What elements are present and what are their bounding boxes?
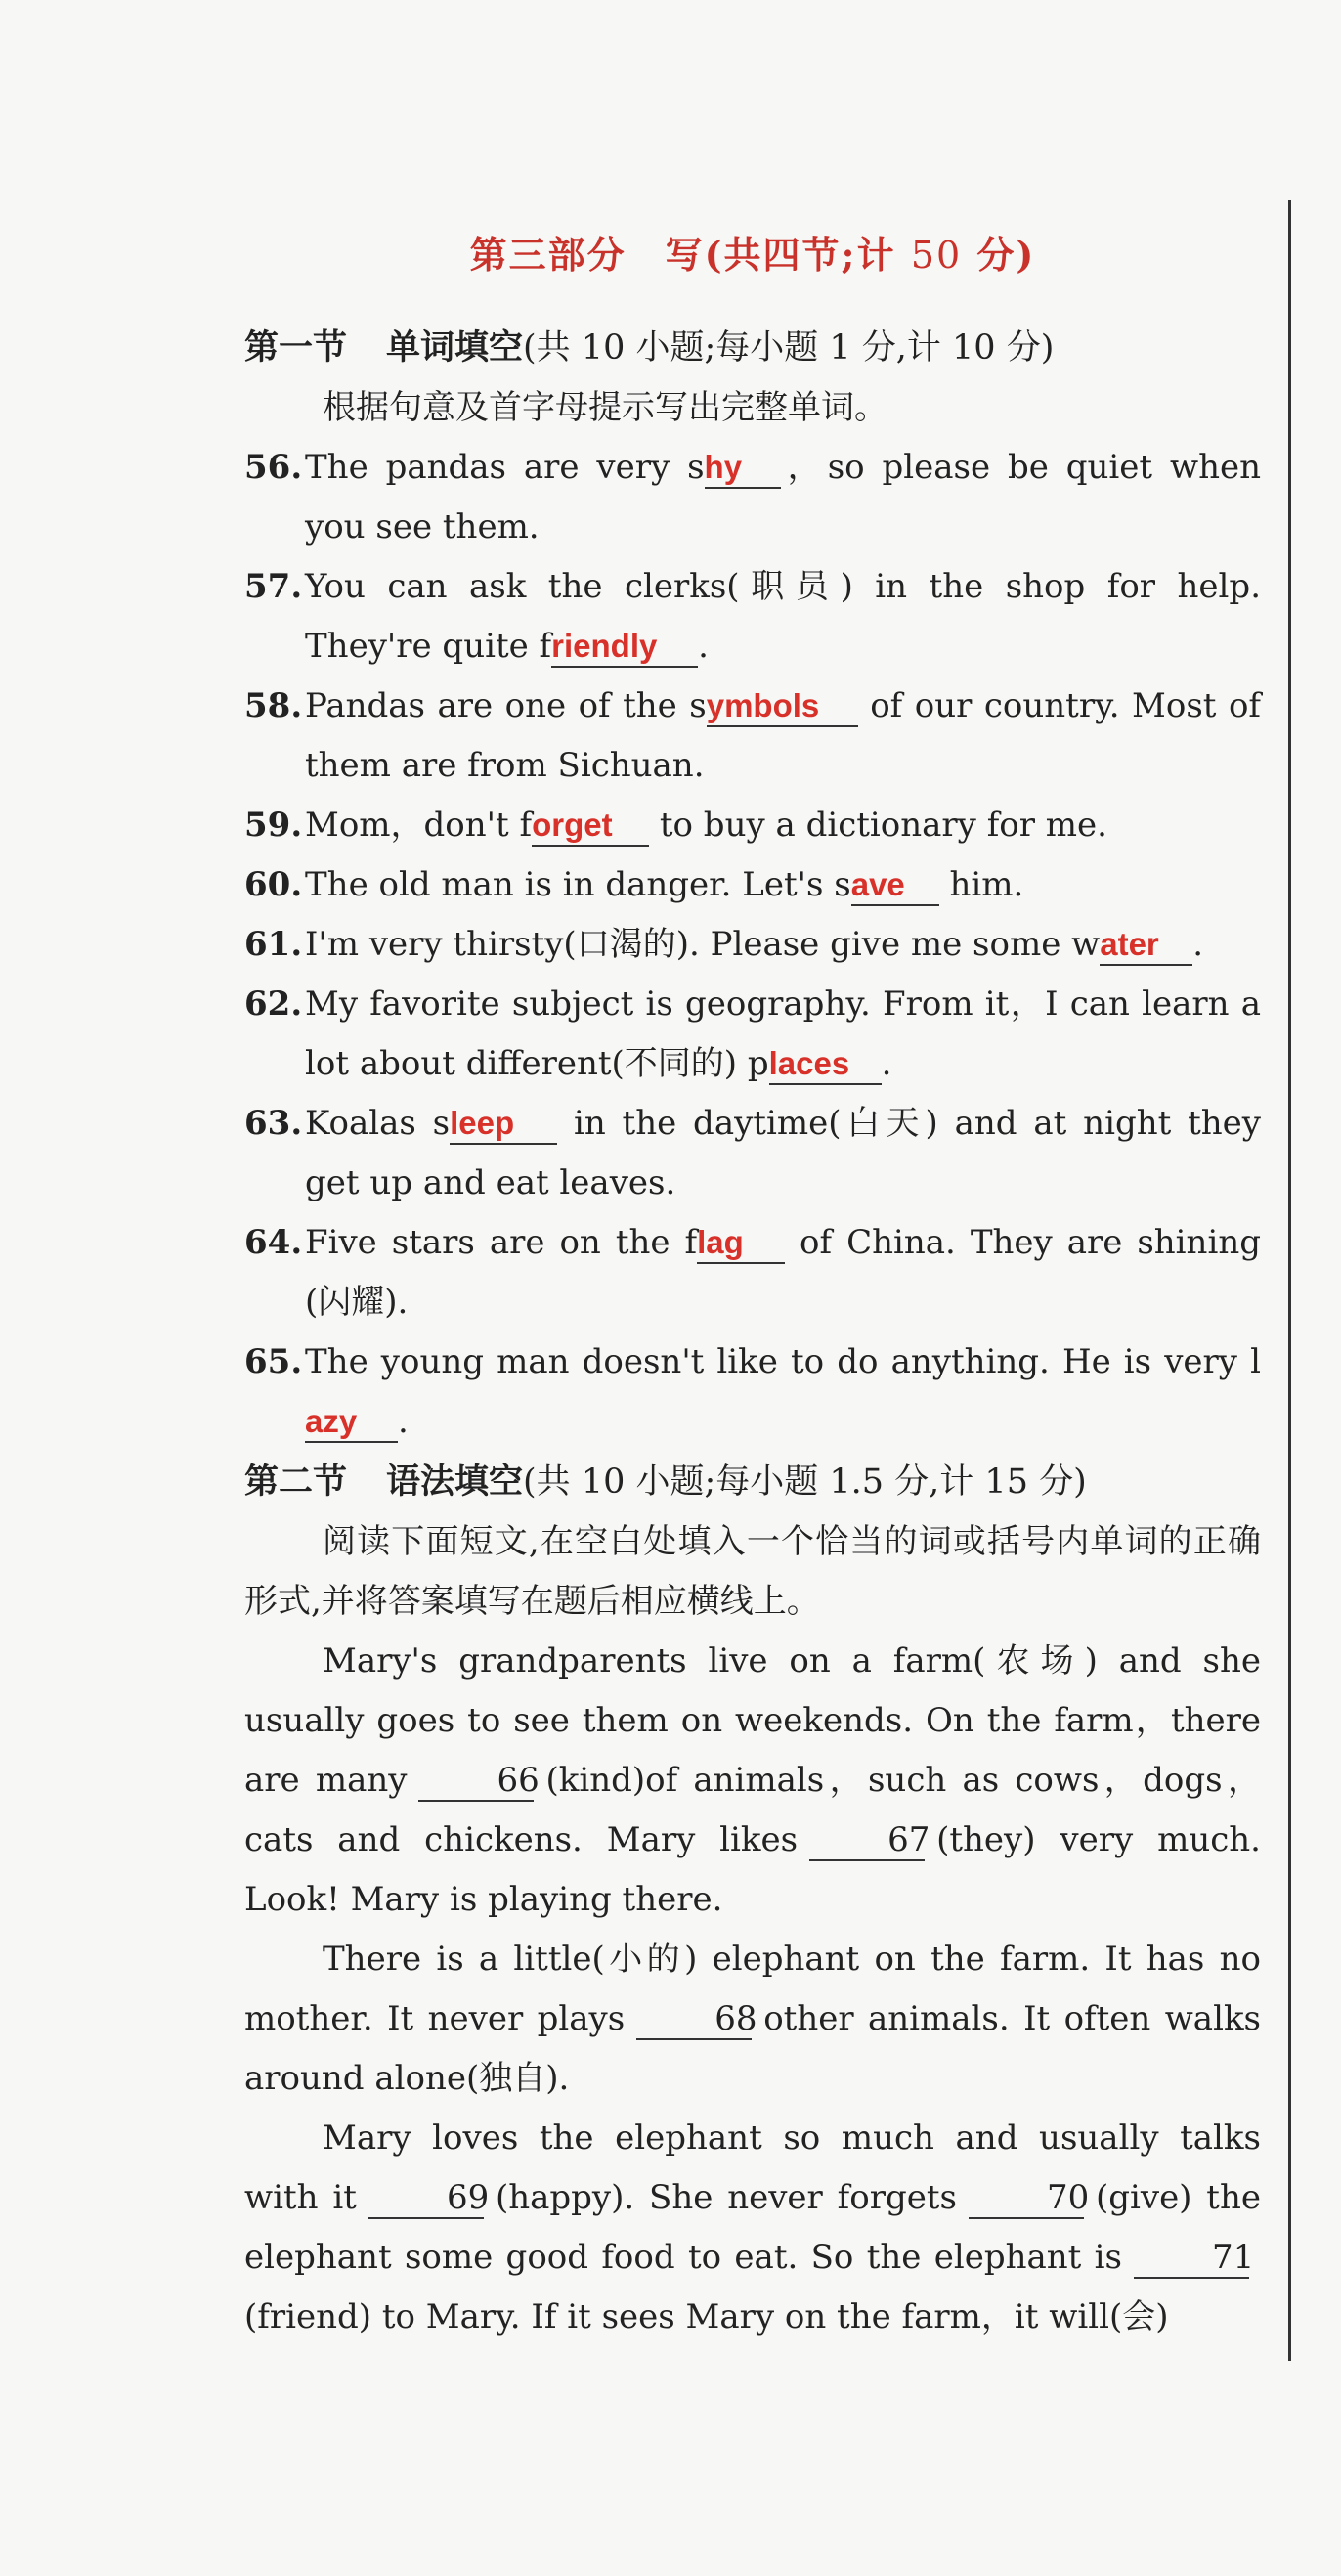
passage-text: There is a little(小的) elephant on the farm. It has no mother. It never plays	[244, 1940, 1261, 2038]
passage-text: Mary's grandparents live on a farm(农场) and she usually goes to see them on weekends. On the farm，there are many	[244, 1641, 1261, 1800]
question-number: 63.	[244, 1104, 303, 1143]
section-1-label: 第一节	[244, 327, 348, 368]
filled-answer: azy	[305, 1403, 358, 1439]
filled-answer: ave	[850, 866, 905, 902]
question-text-end: of China. They are shining (闪耀).	[305, 1223, 1261, 1322]
blank-69[interactable]: 69	[368, 2178, 484, 2219]
answer-blank[interactable]	[707, 686, 858, 727]
blank-70[interactable]: 70	[969, 2178, 1084, 2219]
question-text: My favorite subject is geography. From it，I can learn a lot about different(不同的) p	[305, 984, 1261, 1083]
section-1-meta: (共 10 小题;每小题 1 分,计 10 分)	[523, 328, 1055, 368]
answer-blank[interactable]	[697, 1223, 785, 1264]
passage-text: (kind)of animals，such as cows，dogs，cats and chickens. Mary likes	[244, 1761, 1261, 1859]
answer-blank[interactable]	[305, 1402, 398, 1443]
part-title-points: 50	[910, 234, 963, 277]
answer-blank[interactable]	[450, 1104, 557, 1145]
question-text: The young man doesn't like to do anything. He is very l	[305, 1342, 1261, 1381]
filled-answer: orget	[532, 807, 613, 843]
passage-paragraph-1	[244, 1632, 1261, 1930]
filled-answer: leep	[450, 1105, 515, 1141]
answer-blank[interactable]	[769, 1044, 882, 1085]
question-text: Five stars are on the f	[305, 1223, 698, 1262]
section-1-title: 单词填空	[386, 327, 524, 368]
question-text: Koalas s	[305, 1104, 451, 1143]
part-title	[244, 225, 1261, 279]
answer-blank[interactable]	[851, 865, 939, 906]
page-margin-rule	[1288, 200, 1291, 2361]
question-item	[244, 915, 1261, 975]
passage-paragraph-2	[244, 1930, 1261, 2109]
answer-blank[interactable]	[532, 806, 649, 847]
filled-answer: laces	[768, 1045, 850, 1081]
section-2-label: 第二节	[244, 1462, 348, 1502]
question-text: You can ask the clerks(职员) in the shop for help. They're quite f	[305, 567, 1261, 666]
question-number: 60.	[244, 865, 303, 904]
section-2-instruction: 阅读下面短文,在空白处填入一个恰当的词或括号内单词的正确形式,并将答案填写在题后相应横线上。	[244, 1522, 1261, 1621]
question-item	[244, 1094, 1261, 1213]
question-text-end: ，so please be quiet when you see them.	[305, 448, 1261, 546]
question-text: Pandas are one of the s	[305, 686, 707, 725]
answer-blank[interactable]	[1100, 925, 1192, 966]
question-text-end: in the daytime(白天) and at night they get up and eat leaves.	[305, 1104, 1261, 1202]
passage-text: other animals. It often walks around alone(独自).	[244, 1999, 1261, 2098]
filled-answer: ater	[1100, 926, 1159, 962]
question-text-end: to buy a dictionary for me.	[649, 806, 1107, 845]
question-text-end: .	[881, 1044, 892, 1083]
question-item	[244, 796, 1261, 855]
passage-text: (friend) to Mary. If it sees Mary on the farm，it will(会)	[244, 2297, 1169, 2336]
section-2-meta: (共 10 小题;每小题 1.5 分,计 15 分)	[523, 1463, 1087, 1502]
question-number: 58.	[244, 686, 303, 725]
question-number: 65.	[244, 1342, 303, 1381]
question-list	[244, 438, 1261, 1452]
part-title-end: 分)	[976, 233, 1036, 277]
question-text-end: .	[1192, 925, 1204, 964]
question-number: 61.	[244, 925, 303, 964]
worksheet-page	[244, 225, 1261, 2347]
question-text-end: .	[398, 1402, 409, 1441]
question-item	[244, 975, 1261, 1094]
question-number: 62.	[244, 984, 303, 1024]
section-1-instruction: 根据句意及首字母提示写出完整单词。	[323, 388, 887, 427]
answer-blank[interactable]	[551, 627, 698, 668]
question-text-end: of our country. Most of them are from Sichuan.	[305, 686, 1261, 785]
question-item	[244, 855, 1261, 915]
answer-blank[interactable]	[705, 448, 781, 489]
question-item	[244, 1213, 1261, 1332]
question-text-end: .	[698, 627, 709, 666]
filled-answer: ymbols	[706, 687, 820, 723]
section-2-heading	[244, 1452, 1261, 1512]
question-text: The old man is in danger. Let's s	[305, 865, 851, 904]
question-number: 64.	[244, 1223, 303, 1262]
section-1-heading	[244, 318, 1261, 378]
passage-text: (happy). She never forgets	[495, 2178, 957, 2217]
question-item	[244, 1332, 1261, 1452]
section-2-title: 语法填空	[386, 1462, 524, 1502]
blank-66[interactable]: 66	[418, 1761, 534, 1802]
blank-67[interactable]: 67	[809, 1820, 925, 1861]
part-title-text: 第三部分 写(共四节;计	[469, 233, 896, 277]
passage-text: Mary loves the elephant so much and usually talks with it	[244, 2118, 1261, 2217]
passage-paragraph-3	[244, 2109, 1261, 2347]
filled-answer: riendly	[551, 628, 658, 664]
question-text: I'm very thirsty(口渴的). Please give me some w	[305, 925, 1101, 964]
filled-answer: lag	[697, 1224, 744, 1260]
question-item	[244, 557, 1261, 677]
blank-68[interactable]: 68	[636, 1999, 752, 2040]
passage-text: (they) very much. Look! Mary is playing there.	[244, 1820, 1261, 1919]
question-number: 57.	[244, 567, 303, 606]
question-item	[244, 438, 1261, 557]
blank-71[interactable]: 71	[1134, 2238, 1249, 2279]
question-number: 56.	[244, 448, 303, 487]
question-text: The pandas are very s	[305, 448, 705, 487]
question-number: 59.	[244, 806, 303, 845]
filled-answer: hy	[704, 449, 743, 485]
question-text-end: him.	[938, 865, 1024, 904]
question-text: Mom，don't f	[305, 806, 533, 845]
passage-text: (give) the elephant some good food to eat. So the elephant is	[244, 2178, 1261, 2277]
question-item	[244, 677, 1261, 796]
